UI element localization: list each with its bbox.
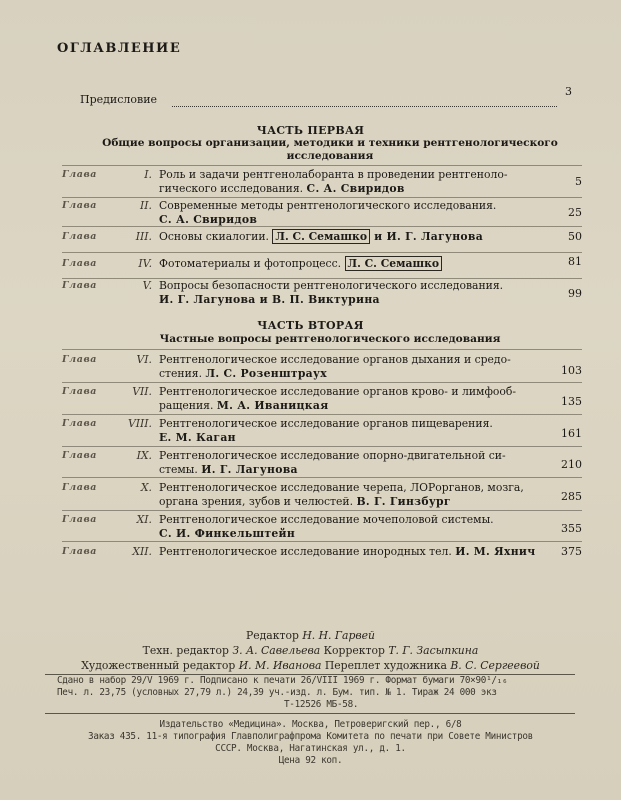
chapter-page: 355 [561,522,582,535]
divider [62,349,582,350]
part-two-heading: ЧАСТЬ ВТОРАЯ [257,319,364,332]
divider [45,713,575,714]
chapter-text [159,449,541,477]
chapter-word: Глава [62,258,98,269]
credits-block [0,628,621,673]
imprint-line: Печ. л. 23,75 (условных 27,79 л.) 24,39 уч.-изд. л. Бум. тип. № 1. Тираж 24 000 экз [57,687,497,698]
chapter-word: Глава [62,514,98,525]
chapter-number: VI. [136,353,152,366]
chapter-page: 285 [561,490,582,503]
credit-name: Н. Н. Гарвей [302,629,375,642]
credits-line [0,643,621,658]
toc-entry [62,449,582,479]
credit-name: Т. Г. Засыпкина [388,644,479,657]
credit-role: Техн. редактор [142,644,233,657]
chapter-page: 50 [568,230,582,243]
chapter-word: Глава [62,450,98,461]
divider [62,165,582,166]
chapter-title: Рентгенологическое исследование опорно-двигательной си- [159,449,506,462]
subtitle-line: исследования [286,150,374,162]
chapter-text [159,385,541,413]
chapter-author: С. А. Свиридов [159,213,258,226]
chapter-author: и И. Г. Лагунова [370,230,484,243]
chapter-number: II. [140,199,152,212]
chapter-title-cont: стемы. [159,463,202,476]
divider [62,446,582,447]
credits-line [0,658,621,673]
chapter-author: В. Г. Гинзбург [356,495,451,508]
chapter-page: 135 [561,395,582,408]
preface-entry [80,85,580,109]
toc-entry [62,199,582,229]
chapter-title-cont: стения. [159,367,206,380]
chapter-title: Роль и задачи рентгенолаборанта в проведении рентгеноло- [159,168,508,181]
imprint-block [57,675,597,711]
chapter-word: Глава [62,231,98,242]
chapter-word: Глава [62,200,98,211]
credit-role: Корректор [320,644,389,657]
chapter-page: 103 [561,364,582,377]
chapter-number: V. [142,279,152,292]
chapter-title: Рентгенологическое исследование черепа, ЛОРорганов, мозга, [159,481,524,494]
toc-entry [62,481,582,511]
divider [62,252,582,253]
toc-entry [62,385,582,415]
boxed-author: Л. С. Семашко [345,256,443,271]
chapter-title: Рентгенологическое исследование органов пищеварения. [159,417,493,430]
chapter-page: 25 [568,206,582,219]
chapter-text [159,481,541,509]
chapter-number: VIII. [127,417,152,430]
credit-role: Переплет художника [321,659,451,672]
preface-label: Предисловие [80,93,158,106]
toc-entry [62,353,582,383]
chapter-author: Л. С. Розенштраух [205,367,327,380]
chapter-word: Глава [62,418,98,429]
credit-role: Редактор [246,629,303,642]
divider [62,226,582,227]
chapter-page: 81 [568,255,582,268]
chapter-title: Рентгенологическое исследование органов дыхания и средо- [159,353,511,366]
credit-name: З. А. Савельева [232,644,321,657]
chapter-text [159,168,541,196]
divider [62,510,582,511]
imprint-line: Т-12526 МБ-58. [284,699,359,710]
credits-line [0,628,621,643]
chapter-page: 5 [575,175,582,188]
chapter-title-cont: ращения. [159,399,217,412]
chapter-number: VII. [132,385,152,398]
chapter-text [159,417,541,445]
preface-page: 3 [565,85,572,98]
chapter-text [159,257,541,271]
toc-entry [62,417,582,447]
chapter-number: IV. [138,257,152,270]
chapter-title-cont: гического исследования. [159,182,307,195]
chapter-title: Рентгенологическое исследование инородных тел. [159,545,456,558]
chapter-number: XI. [136,513,152,526]
part-one-subtitle [100,137,560,163]
publisher-line: СССР. Москва, Нагатинская ул., д. 1. [215,743,406,754]
chapter-number: X. [140,481,152,494]
chapter-text [159,199,541,227]
chapter-text [159,279,541,307]
divider [62,541,582,542]
chapter-number: III. [135,230,152,243]
chapter-author: И. Г. Лагунова [201,463,298,476]
chapter-title: Основы скиалогии. [159,230,273,243]
credit-name: В. С. Сергеевой [450,659,540,672]
toc-entry [62,168,582,198]
chapter-title: Фотоматериалы и фотопроцесс. [159,257,345,270]
chapter-text [159,230,541,244]
chapter-word: Глава [62,386,98,397]
toc-entry [62,257,582,279]
chapter-title: Современные методы рентгенологического исследования. [159,199,497,212]
chapter-text [159,513,541,541]
boxed-author: Л. С. Семашко [272,229,370,244]
chapter-author: М. А. Иваницкая [216,399,329,412]
subtitle-line: Общие вопросы организации, методики и техники рентгенологического [102,137,558,149]
chapter-author: С. А. Свиридов [306,182,405,195]
chapter-author: С. И. Финкельштейн [159,527,296,540]
publisher-block [0,719,621,767]
chapter-number: I. [144,168,152,181]
publisher-line: Заказ 435. 11-я типография Главполиграфпрома Комитета по печати при Совете Министров [88,731,533,742]
chapter-title: Вопросы безопасности рентгенологического исследования. [159,279,504,292]
imprint-line: Сдано в набор 29/V 1969 г. Подписано к печати 26/VIII 1969 г. Формат бумаги 70×90¹/₁₆ [57,675,508,686]
chapter-word: Глава [62,169,98,180]
chapter-page: 210 [561,458,582,471]
chapter-text [159,545,541,559]
toc-entry [62,545,582,563]
chapter-number: XII. [132,545,152,558]
credit-role: Художественный редактор [81,659,239,672]
chapter-page: 375 [561,545,582,558]
divider [62,477,582,478]
leader-dots [172,93,557,107]
chapter-word: Глава [62,280,98,291]
chapter-title-cont: органа зрения, зубов и челюстей. [159,495,357,508]
chapter-number: IX. [136,449,152,462]
chapter-page: 161 [561,427,582,440]
chapter-text [159,353,541,381]
chapter-author: И. Г. Лагунова и В. П. Виктурина [159,293,380,306]
divider [62,382,582,383]
chapter-title: Рентгенологическое исследование мочеполовой системы. [159,513,494,526]
chapter-author: Е. М. Каган [159,431,236,444]
divider [62,197,582,198]
toc-entry [62,230,582,252]
toc-entry [62,279,582,309]
divider [62,414,582,415]
publisher-line: Издательство «Медицина». Москва, Петроверигский пер., 6/8 [159,719,462,730]
price-line: Цена 92 коп. [278,755,343,766]
credit-name: И. М. Иванова [238,659,322,672]
chapter-word: Глава [62,482,98,493]
page-title: ОГЛАВЛЕНИЕ [57,41,182,56]
part-two-subtitle: Частные вопросы рентгенологического исследования [159,333,501,345]
chapter-author: И. М. Яхнич [455,545,536,558]
chapter-word: Глава [62,354,98,365]
part-one-heading: ЧАСТЬ ПЕРВАЯ [256,124,365,137]
chapter-page: 99 [568,287,582,300]
chapter-word: Глава [62,546,98,557]
chapter-title: Рентгенологическое исследование органов крово- и лимфооб- [159,385,517,398]
toc-entry [62,513,582,543]
